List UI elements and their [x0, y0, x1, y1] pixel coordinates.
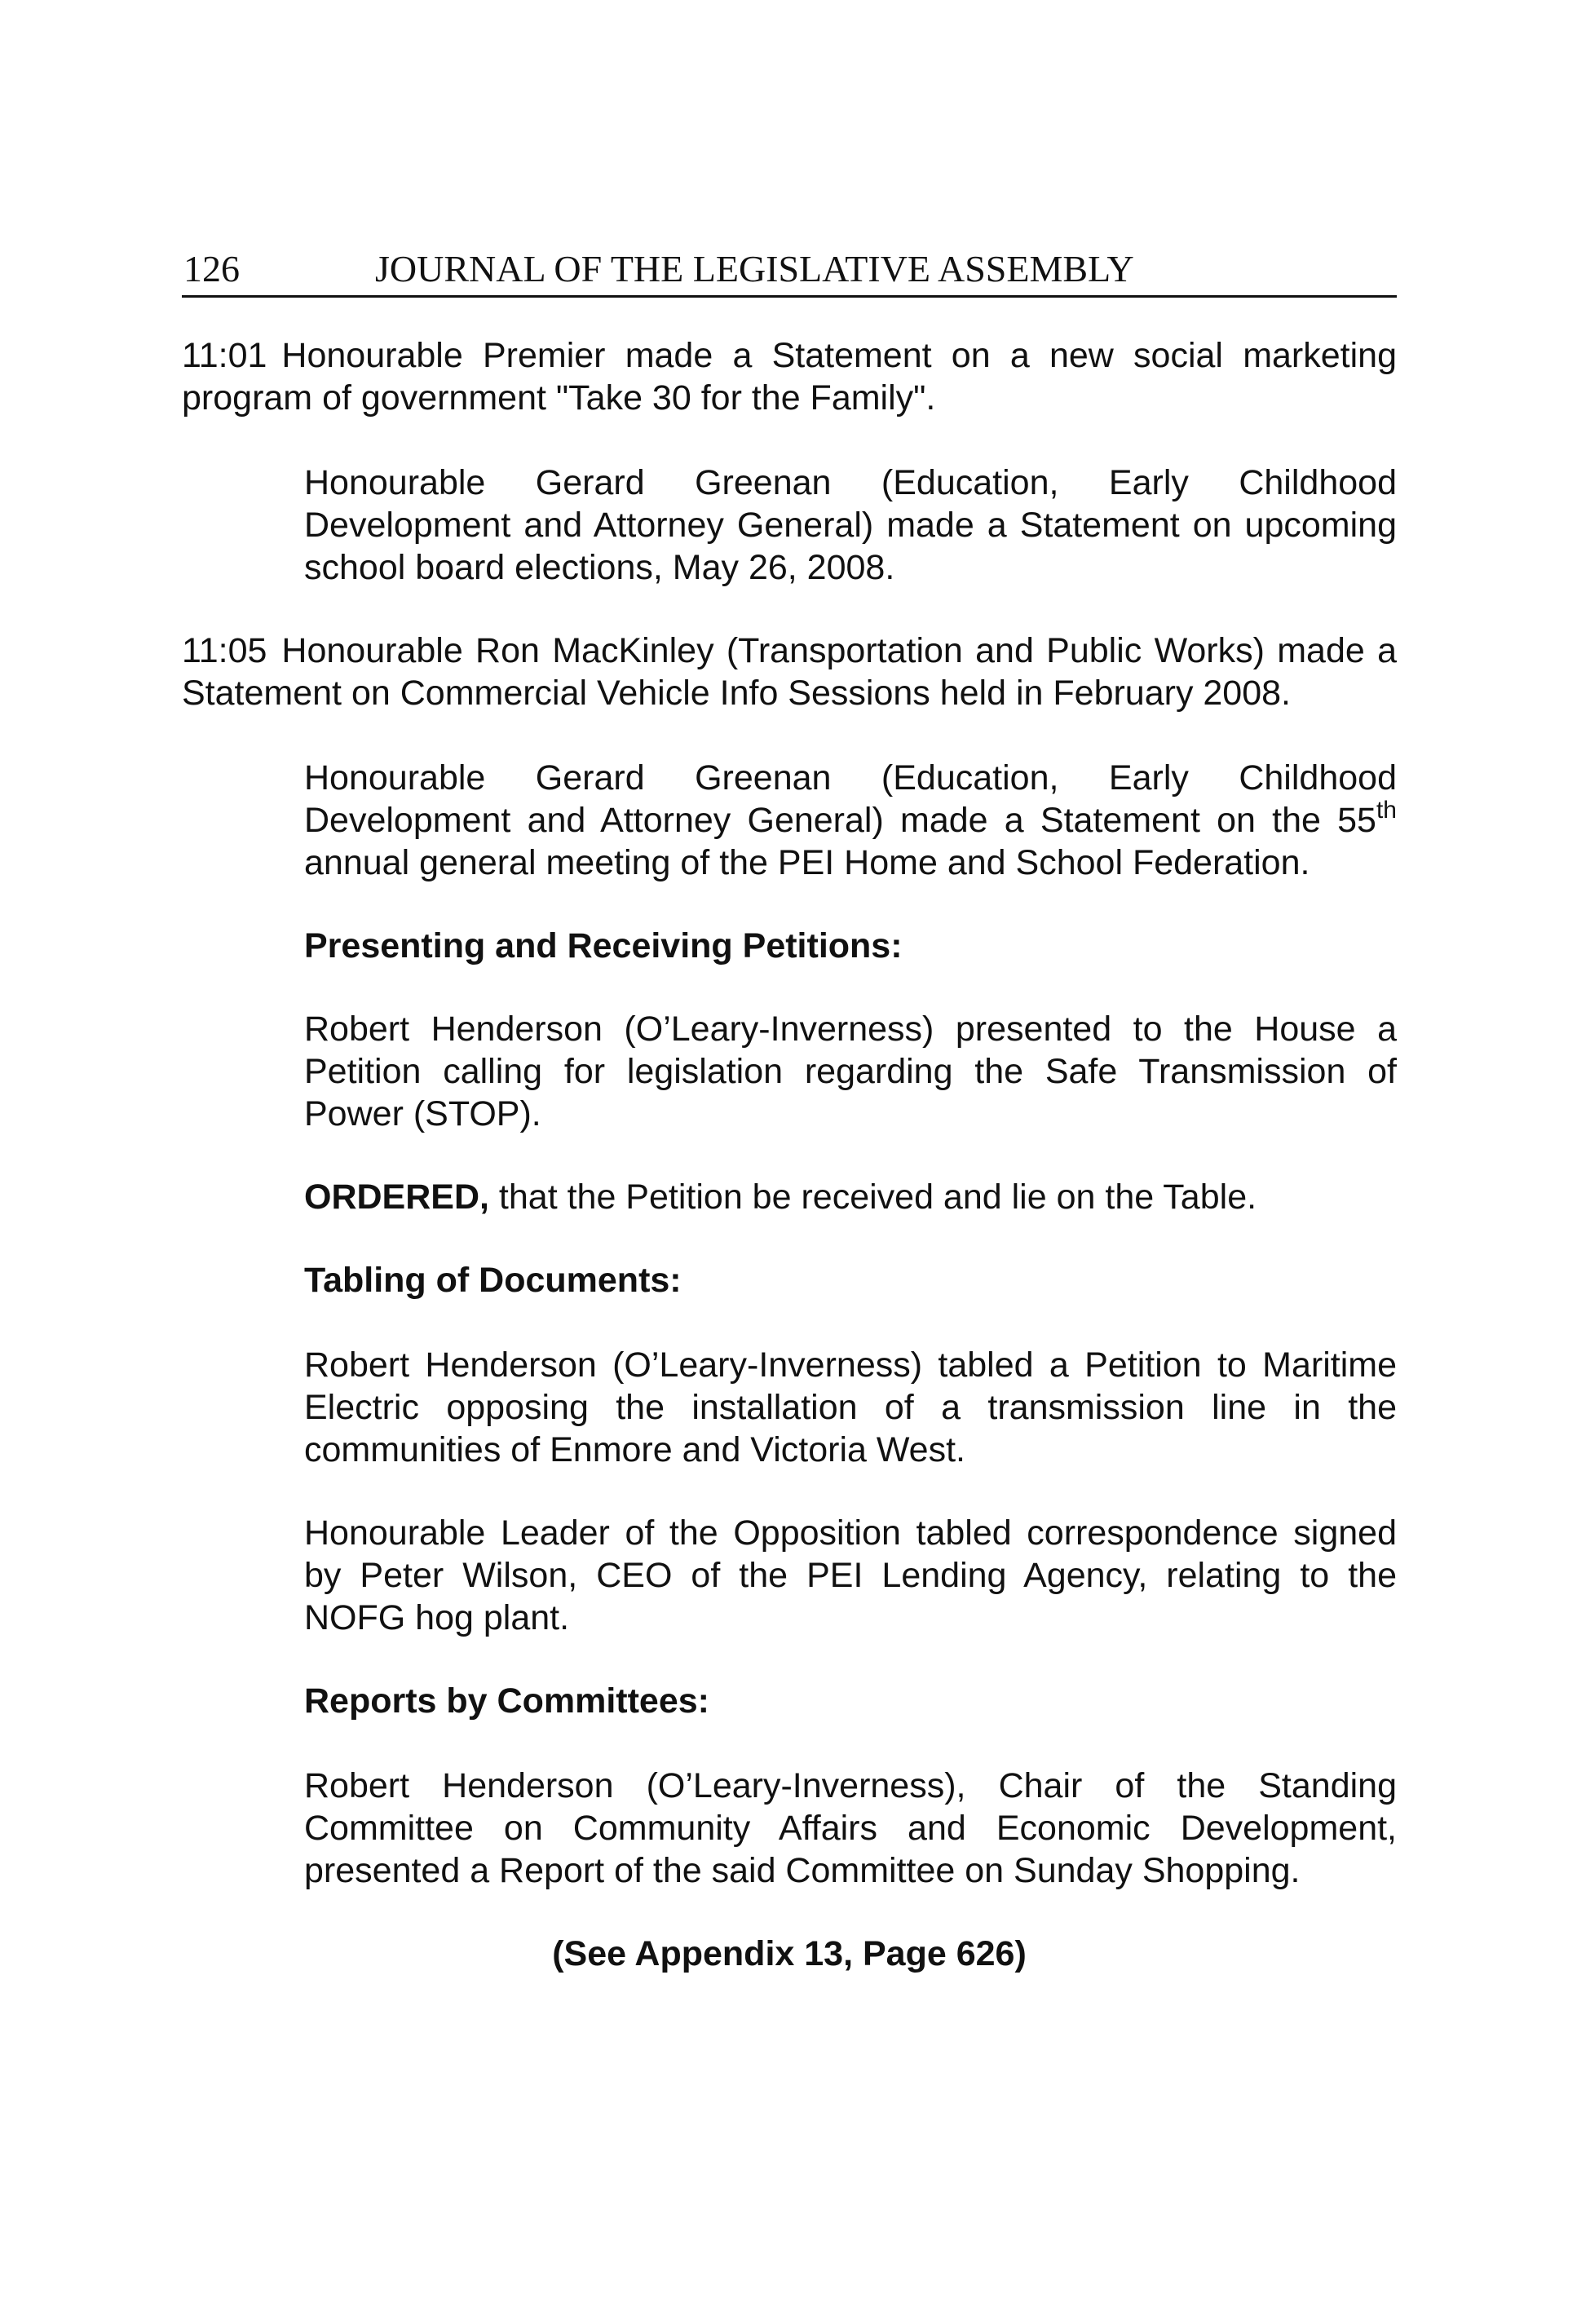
- entry-text: Honourable Premier made a Statement on a new social marketing program of government "Take 30 for the Family".: [182, 336, 1397, 418]
- entry-text-continued: annual general meeting of the PEI Home and School Federation.: [304, 843, 1310, 882]
- entry-mackinley-statement: [182, 630, 1397, 714]
- entry-greenan-statement-federation: [304, 757, 1397, 884]
- appendix-reference: (See Appendix 13, Page 626): [552, 1934, 1027, 1973]
- tabling-correspondence-paragraph: Honourable Leader of the Opposition tabled correspondence signed by Peter Wilson, CEO of the PEI Lending Agency, relating to the NOFG hog plant.: [304, 1513, 1397, 1637]
- ordered-label: ORDERED,: [304, 1177, 489, 1217]
- section-heading-petitions: Presenting and Receiving Petitions:: [304, 926, 903, 965]
- entry-text: Honourable Gerard Greenan (Education, Early Childhood Development and Attorney General) made a Statement on the 55: [304, 758, 1397, 840]
- petition-presented-paragraph: Robert Henderson (O’Leary-Inverness) presented to the House a Petition calling for legislation regarding the Safe Transmission of Power (STOP).: [304, 1010, 1397, 1133]
- section-heading-committees: Reports by Committees:: [304, 1681, 709, 1721]
- page-number: 126: [183, 248, 240, 289]
- entry-premier-statement: [182, 334, 1397, 419]
- tabling-petition-paragraph: Robert Henderson (O’Leary-Inverness) tabled a Petition to Maritime Electric opposing the installation of a transmission line in the communities of Enmore and Victoria West.: [304, 1345, 1397, 1469]
- ordered-text: that the Petition be received and lie on the Table.: [488, 1177, 1257, 1217]
- entry-greenan-statement-elections: Honourable Gerard Greenan (Education, Early Childhood Development and Attorney General) made a Statement on upcoming school board elections, May 26, 2008.: [304, 463, 1397, 587]
- section-heading-tabling: Tabling of Documents:: [304, 1261, 682, 1300]
- entry-time: 11:05: [182, 631, 267, 670]
- entry-time: 11:01: [182, 336, 267, 375]
- committee-report-paragraph: Robert Henderson (O’Leary-Inverness), Chair of the Standing Committee on Community Affairs and Economic Development, presented a Report of the said Committee on Sunday Shopping.: [304, 1766, 1397, 1890]
- ordinal-superscript: th: [1376, 796, 1397, 824]
- entry-text: Honourable Ron MacKinley (Transportation and Public Works) made a Statement on Commercial Vehicle Info Sessions held in February 2008.: [182, 631, 1397, 713]
- page-header: [182, 243, 1397, 298]
- ordered-paragraph: [304, 1176, 1397, 1218]
- journal-title: JOURNAL OF THE LEGISLATIVE ASSEMBLY: [375, 248, 1134, 289]
